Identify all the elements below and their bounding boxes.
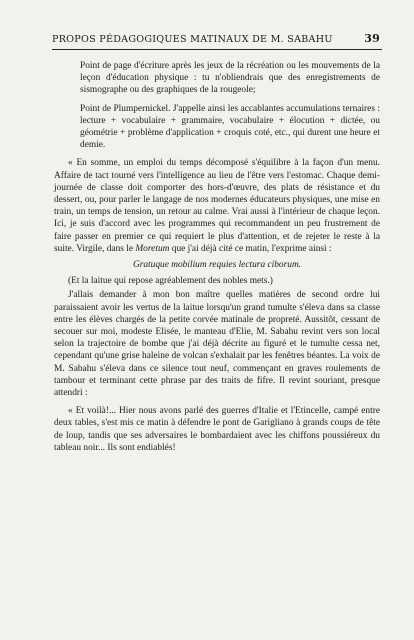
- paragraph-menu: [54, 157, 380, 255]
- paragraph-text: que j'ai déjà cité ce matin, l'exprime ainsi :: [169, 243, 332, 254]
- running-header: [52, 34, 380, 48]
- page-body: [54, 60, 380, 454]
- latin-quote: Gratuque mobilium requies lectura ciborum.: [132, 260, 302, 271]
- emphasis-title: Moretum: [135, 243, 170, 254]
- page-number: 39: [364, 32, 380, 45]
- list-item: [54, 103, 380, 152]
- paragraph-voila: « Et voilà!... Hier nous avons parlé des guerres d'Italie et l'Etincelle, campé entre deux tables, s'est mis ce matin à défendre le pont de Garigliano à grands coups de tête de loup, tandis que ses adversaires le bombardaient avec les chiffons poussiéreux du tableau noir... Ils sont endiablés!: [54, 406, 380, 453]
- quote-translation: (Et la laitue qui repose agréablement des nobles mets.): [68, 276, 273, 287]
- list-item: [54, 60, 380, 97]
- running-title: PROPOS PÉDAGOGIQUES MATINAUX DE M. SABAHU: [52, 34, 333, 45]
- paragraph-tumult: J'allais demander à mon bon maître quelles matières de second ordre lui paraissaient avoir les vertus de la laitue lorsqu'un grand tumulte s'éleva dans sa classe entre les élèves chargés de la petite corvée matinale de propreté. Aussitôt, cessant de secouer sur moi, modeste Elisée, le manteau d'Elie, M. Sabahu revint vers son local selon la trajectoire de bombe que j'ai déjà décrite au figuré et le tumulte cessa net, cependant qu'une grise haleine de volcan s'exhalait par les fenêtres béantes. La voix de M. Sabahu s'éleva dans ce silence tout neuf, commençant en graves roulements de tambour et terminant cette phrase par des traits de fifre. Il revint souriant, presque attendri :: [54, 290, 380, 399]
- header-rule: [52, 49, 382, 50]
- list-item-text: Point de Plumpernickel. J'appelle ainsi les accablantes accumulations ternaires : lecture + vocabulaire + grammaire, vocabulaire + élocution + dictée, ou géométrie + problème d'application + croquis coté, etc., qui durent une heure et demie.: [80, 103, 380, 151]
- paragraph-text: « En somme, un emploi du temps décomposé s'équilibre à la façon d'un menu. Affaire de tact tourné vers l'intelligence au lieu de l'être vers l'estomac. Chaque demi-journée de classe doit comporter des hors-d'œuvre, des plats de résistance et du dessert, ou, pour parler le langage de nos modernes éducateurs physiques, une mise en train, un temps de tension, un retour au calme. Vrai aussi à l'intérieur de chaque leçon. Ici, je suis d'accord avec les programmes qui recommandent un peu frustrement de faire passer en premier ce qui requiert le plus d'attention, et de rejeter le reste à la suite. Virgile, dans le: [54, 158, 380, 254]
- list-item-text: Point de page d'écriture après les jeux de la récréation ou les mouvements de la leçon d'éducation physique : tu n'obliendrais que des enregistrements de sismographe ou des graphiques de la rougeole;: [80, 61, 380, 96]
